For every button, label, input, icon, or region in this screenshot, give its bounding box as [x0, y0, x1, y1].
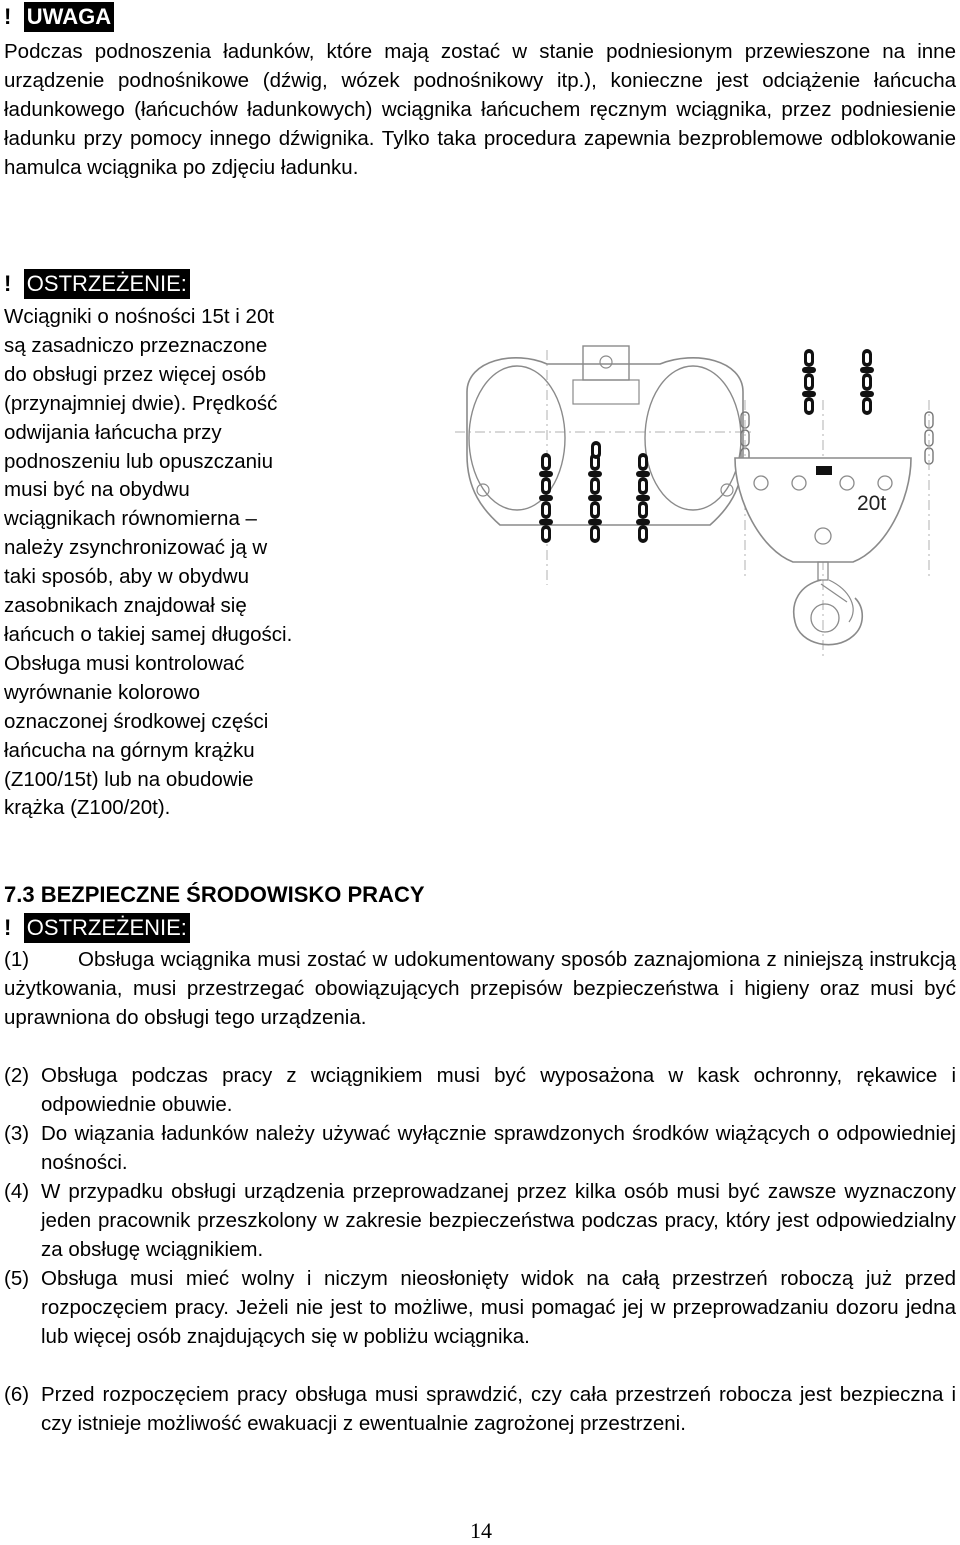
- item-number: (3): [4, 1122, 30, 1145]
- warning-exclamation: !: [4, 4, 12, 29]
- uwaga-paragraph: Podczas podnoszenia ładunków, które mają zostać w stanie podniesionym przewieszone na inne urządzenie podnośnikowe (dźwig, wózek podnośnikowy itp.), konieczne jest odciążenie łańcucha ładunkowego (łańcuchów ładunkowych) wciągnika łańcuchem ręcznym wciągnika, przez podniesienie ładunku przy pomocy innego dźwignika. Tylko taka procedura zapewnia bezproblemowe odblokowanie hamulca wciągnika po zdjęciu ładunku.: [4, 40, 956, 179]
- warning-line: wciągnikach równomierna –: [4, 507, 257, 531]
- list-item: [4, 1062, 956, 1120]
- warning-line: łańcucha na górnym krążku: [4, 738, 255, 762]
- item-text: Do wiązania ładunków należy używać wyłącznie sprawdzonych środków wiążących o odpowiedniej nośności.: [41, 1122, 956, 1174]
- warning-line: (Z100/15t) lub na obudowie: [4, 767, 254, 791]
- item-number: (6): [4, 1383, 30, 1406]
- uwaga-heading: [4, 2, 114, 32]
- hoist-illustration: [455, 340, 955, 670]
- list-item: [4, 1120, 956, 1178]
- warning-line: są zasadniczo przeznaczone: [4, 333, 268, 357]
- list-item: [4, 1178, 956, 1265]
- warning-line: łańcuch o takiej samej długości.: [4, 622, 293, 646]
- item-number: (1): [4, 948, 30, 971]
- warning-line: krążka (Z100/20t).: [4, 796, 171, 820]
- warning-line: Wciągniki o nośności 15t i 20t: [4, 305, 275, 328]
- warning-paragraph: [4, 303, 444, 823]
- warning-line: podnoszeniu lub opuszczaniu: [4, 449, 273, 473]
- warning-line: (przynajmniej dwie). Prędkość: [4, 391, 278, 415]
- hoist-20t-drawing: [735, 349, 933, 660]
- warning-line: taki sposób, aby w obydwu: [4, 565, 249, 589]
- warning-heading: [4, 269, 190, 299]
- item-text: W przypadku obsługi urządzenia przeprowadzanej przez kilka osób musi być zawsze wyznaczony jeden pracownik przeszkolony w zakresie bezpieczeństwa podczas pracy, który jest odpowiedzialny za obsługę wciągnikiem.: [41, 1180, 956, 1261]
- item-number: (5): [4, 1267, 30, 1290]
- warning-line: musi być na obydwu: [4, 478, 190, 502]
- warning-line: Obsługa musi kontrolować: [4, 651, 245, 675]
- item-number: (4): [4, 1180, 30, 1203]
- warning-line: do obsługi przez więcej osób: [4, 362, 267, 386]
- uwaga-label: UWAGA: [24, 2, 114, 32]
- warning-line: zasobnikach znajdował się: [4, 594, 247, 618]
- warning-label: OSTRZEŻENIE:: [24, 913, 190, 943]
- warning-label: OSTRZEŻENIE:: [24, 269, 190, 299]
- warning-line: oznaczonej środkowej części: [4, 709, 269, 733]
- warning-line: należy zsynchronizować ją w: [4, 536, 268, 560]
- item-text: Obsługa wciągnika musi zostać w udokumentowany sposób zaznajomiona z niniejszą instrukcją użytkowania, musi przestrzegać obowiązujących przepisów bezpieczeństwa i higieny oraz musi być uprawniona do obsługi tego urządzenia.: [4, 948, 956, 1029]
- item-text: Obsługa podczas pracy z wciągnikiem musi być wyposażona w kask ochronny, rękawice i odpowiednie obuwie.: [41, 1064, 956, 1116]
- list-item: [4, 1381, 956, 1439]
- warning-exclamation: !: [4, 271, 12, 296]
- item-text: Obsługa musi mieć wolny i niczym nieosłonięty widok na całą przestrzeń roboczą już przed rozpoczęciem pracy. Jeżeli nie jest to możliwe, musi pomagać jej w przeprowadzaniu dozoru jedna lub więcej osób znajdujących się w pobliżu wciągnika.: [41, 1267, 956, 1348]
- list-item: [4, 946, 956, 1033]
- warning-line: odwijania łańcucha przy: [4, 420, 222, 444]
- page-number: 14: [470, 1518, 492, 1543]
- capacity-label: 20t: [857, 492, 887, 515]
- section-title: 7.3 BEZPIECZNE ŚRODOWISKO PRACY: [4, 882, 425, 907]
- list-item: [4, 1265, 956, 1352]
- hoist-15t-drawing: [455, 346, 755, 585]
- item-text: Przed rozpoczęciem pracy obsługa musi sprawdzić, czy cała przestrzeń robocza jest bezpieczna i czy istnieje możliwość ewakuacji z ewentualnie zagrożonej przestrzeni.: [41, 1383, 956, 1435]
- warning-heading: [4, 913, 190, 943]
- warning-exclamation: !: [4, 915, 12, 940]
- item-number: (2): [4, 1064, 30, 1087]
- warning-line: wyrównanie kolorowo: [4, 680, 200, 704]
